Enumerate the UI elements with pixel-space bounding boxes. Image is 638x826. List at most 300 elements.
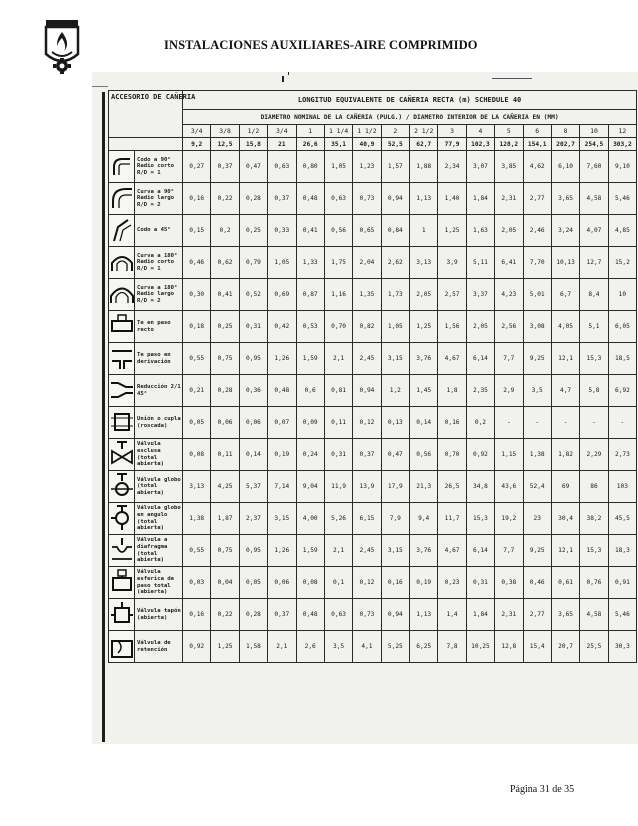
equivalent-length-cell: 6,05: [608, 311, 637, 343]
globe-valve-icon: [110, 494, 134, 501]
equivalent-length-cell: 1,84: [466, 599, 494, 631]
equivalent-length-cell: 19,2: [495, 503, 523, 535]
table-row: [109, 151, 637, 183]
table-row: [109, 631, 637, 663]
equivalent-length-cell: 2,35: [466, 375, 494, 407]
equivalent-length-cell: 2,57: [438, 279, 466, 311]
equivalent-length-cell: 0,30: [183, 279, 211, 311]
equivalent-length-cell: 0,37: [353, 439, 381, 471]
equivalent-length-cell: 0,19: [410, 567, 438, 599]
equivalent-length-cell: 0,07: [268, 407, 296, 439]
equivalent-length-cell: 0,13: [381, 407, 409, 439]
equivalent-length-cell: 103: [608, 471, 637, 503]
equivalent-length-cell: 2,9: [495, 375, 523, 407]
equivalent-length-cell: 0,73: [353, 599, 381, 631]
equivalent-length-cell: 0,84: [381, 215, 409, 247]
fitting-icon-cell: [109, 439, 135, 471]
nominal-size-header: 2: [381, 125, 409, 138]
equivalent-length-cell: 3,65: [551, 599, 579, 631]
fitting-icon-cell: [109, 471, 135, 503]
equivalent-length-cell: 1,13: [410, 183, 438, 215]
equivalent-length-cell: 3,24: [551, 215, 579, 247]
equivalent-length-cell: 18,5: [608, 343, 637, 375]
nominal-size-header: 3/4: [268, 125, 296, 138]
equivalent-length-table: [108, 90, 637, 663]
equivalent-length-cell: 1,8: [438, 375, 466, 407]
fitting-description: Curva a 180° Radio corto R/D = 1: [135, 247, 183, 279]
angle-globe-valve-icon: [110, 526, 134, 533]
fitting-description: Válvula a diafragma (total abierta): [135, 535, 183, 567]
equivalent-length-cell: 0,69: [268, 279, 296, 311]
page-number: Página 31 de 35: [510, 784, 575, 795]
equivalent-length-cell: 0,06: [268, 567, 296, 599]
equivalent-length-cell: 0,81: [324, 375, 352, 407]
equivalent-length-cell: 0,16: [438, 407, 466, 439]
equivalent-length-cell: 1,15: [495, 439, 523, 471]
equivalent-length-cell: 7,8: [438, 631, 466, 663]
inner-diameter-header: 35,1: [324, 138, 352, 151]
equivalent-length-cell: 0,46: [523, 567, 551, 599]
equivalent-length-cell: 0,33: [268, 215, 296, 247]
equivalent-length-cell: 4,25: [211, 471, 239, 503]
equivalent-length-cell: 0,37: [268, 599, 296, 631]
equivalent-length-cell: 0,91: [608, 567, 637, 599]
equivalent-length-cell: 6,14: [466, 343, 494, 375]
table-row: [109, 247, 637, 279]
fitting-icon-cell: [109, 247, 135, 279]
equivalent-length-cell: 9,25: [523, 343, 551, 375]
equivalent-length-cell: 2,04: [353, 247, 381, 279]
nominal-size-header: 5: [495, 125, 523, 138]
equivalent-length-cell: 1,75: [324, 247, 352, 279]
equivalent-length-cell: 0,63: [268, 151, 296, 183]
equivalent-length-cell: 0,31: [466, 567, 494, 599]
nominal-size-header: 1 1/4: [324, 125, 352, 138]
fitting-icon-cell: [109, 567, 135, 599]
inner-diameter-header: 12,5: [211, 138, 239, 151]
equivalent-length-cell: 2,31: [495, 599, 523, 631]
equivalent-length-cell: 21,3: [410, 471, 438, 503]
equivalent-length-cell: 2,77: [523, 183, 551, 215]
equivalent-length-cell: -: [495, 407, 523, 439]
equivalent-length-cell: 1,23: [353, 151, 381, 183]
equivalent-length-cell: 1,25: [211, 631, 239, 663]
table-title: LONGITUD EQUIVALENTE DE CAÑERIA RECTA (m) SCHEDULE 40: [183, 91, 637, 110]
equivalent-length-cell: 0,55: [183, 535, 211, 567]
equivalent-length-cell: 2,6: [296, 631, 324, 663]
equivalent-length-cell: 2,62: [381, 247, 409, 279]
equivalent-length-cell: 1,16: [324, 279, 352, 311]
long-elbow-90-icon: [110, 206, 134, 213]
equivalent-length-cell: 3,85: [495, 151, 523, 183]
equivalent-length-cell: 3,15: [268, 503, 296, 535]
equivalent-length-cell: 0,79: [239, 247, 267, 279]
equivalent-length-cell: 4,05: [551, 311, 579, 343]
equivalent-length-cell: 0,38: [495, 567, 523, 599]
equivalent-length-cell: 1,38: [523, 439, 551, 471]
fitting-description: Te en paso recto: [135, 311, 183, 343]
equivalent-length-cell: 1,73: [381, 279, 409, 311]
equivalent-length-cell: 1,63: [466, 215, 494, 247]
equivalent-length-cell: 45,5: [608, 503, 637, 535]
nominal-size-header: 1: [296, 125, 324, 138]
equivalent-length-cell: 0,47: [239, 151, 267, 183]
equivalent-length-cell: 0,22: [211, 183, 239, 215]
equivalent-length-cell: 9,10: [608, 151, 637, 183]
equivalent-length-cell: 15,4: [523, 631, 551, 663]
fitting-icon-cell: [109, 311, 135, 343]
table-row: [109, 343, 637, 375]
equivalent-length-cell: 6,41: [495, 247, 523, 279]
equivalent-length-cell: 0,80: [296, 151, 324, 183]
equivalent-length-cell: 4,85: [608, 215, 637, 247]
equivalent-length-cell: 0,2: [211, 215, 239, 247]
equivalent-length-cell: 26,5: [438, 471, 466, 503]
nominal-size-header: 3/8: [211, 125, 239, 138]
equivalent-length-cell: 11,9: [324, 471, 352, 503]
equivalent-length-cell: 4,00: [296, 503, 324, 535]
nominal-size-header: 2 1/2: [410, 125, 438, 138]
equivalent-length-cell: 0,21: [183, 375, 211, 407]
equivalent-length-cell: 20,7: [551, 631, 579, 663]
inner-diameter-header: 202,7: [551, 138, 579, 151]
equivalent-length-cell: 12,1: [551, 535, 579, 567]
equivalent-length-cell: 1,59: [296, 343, 324, 375]
institution-logo: [40, 18, 84, 74]
equivalent-length-cell: 3,08: [523, 311, 551, 343]
nominal-size-header: 12: [608, 125, 637, 138]
equivalent-length-cell: 1,82: [551, 439, 579, 471]
equivalent-length-cell: 4,67: [438, 535, 466, 567]
nominal-size-header: 1 1/2: [353, 125, 381, 138]
equivalent-length-cell: 2,1: [268, 631, 296, 663]
equivalent-length-cell: 1,87: [211, 503, 239, 535]
equivalent-length-cell: 0,6: [296, 375, 324, 407]
equivalent-length-cell: 0,36: [239, 375, 267, 407]
equivalent-length-cell: 2,31: [495, 183, 523, 215]
table-row: [109, 407, 637, 439]
equivalent-length-cell: 3,76: [410, 343, 438, 375]
equivalent-length-cell: 1,40: [438, 183, 466, 215]
elbow-90-icon: [110, 174, 134, 181]
table-row: [109, 279, 637, 311]
inner-diameter-header: 128,2: [495, 138, 523, 151]
nominal-size-header: 6: [523, 125, 551, 138]
equivalent-length-cell: 0,65: [353, 215, 381, 247]
equivalent-length-cell: 3,5: [523, 375, 551, 407]
equivalent-length-cell: 52,4: [523, 471, 551, 503]
equivalent-length-cell: 5,37: [239, 471, 267, 503]
equivalent-length-cell: 30,3: [608, 631, 637, 663]
fitting-icon-cell: [109, 343, 135, 375]
equivalent-length-cell: 1,25: [438, 215, 466, 247]
equivalent-length-cell: 0,23: [438, 567, 466, 599]
equivalent-length-cell: 0,11: [324, 407, 352, 439]
equivalent-length-cell: -: [608, 407, 637, 439]
diameter-row-blank: [109, 138, 183, 151]
equivalent-length-cell: 0,2: [466, 407, 494, 439]
equivalent-length-cell: 8,4: [580, 279, 608, 311]
equivalent-length-cell: 1,56: [438, 311, 466, 343]
equivalent-length-cell: 13,9: [353, 471, 381, 503]
equivalent-length-cell: 0,73: [353, 183, 381, 215]
equivalent-length-cell: 1,59: [296, 535, 324, 567]
fitting-description: Válvula de retención: [135, 631, 183, 663]
equivalent-length-cell: 0,95: [239, 343, 267, 375]
table-row: [109, 567, 637, 599]
equivalent-length-cell: 1,13: [410, 599, 438, 631]
equivalent-length-cell: 0,41: [296, 215, 324, 247]
equivalent-length-cell: 4,58: [580, 183, 608, 215]
equivalent-length-cell: 3,9: [438, 247, 466, 279]
fitting-icon-cell: [109, 215, 135, 247]
fitting-description: Válvula globo en angulo (total abierta): [135, 503, 183, 535]
equivalent-length-cell: 0,08: [296, 567, 324, 599]
equivalent-length-cell: 7,14: [268, 471, 296, 503]
equivalent-length-cell: 1,25: [410, 311, 438, 343]
equivalent-length-cell: 6,7: [551, 279, 579, 311]
elbow-45-icon: [110, 238, 134, 245]
table-row: [109, 503, 637, 535]
equivalent-length-cell: 4,07: [580, 215, 608, 247]
table-corner-label: ACCESORIO DE CAÑERIA: [109, 91, 183, 138]
equivalent-length-cell: 12,8: [495, 631, 523, 663]
equivalent-length-cell: 0,1: [324, 567, 352, 599]
equivalent-length-cell: 10,13: [551, 247, 579, 279]
equivalent-length-cell: 0,95: [239, 535, 267, 567]
equivalent-length-cell: 15,3: [580, 343, 608, 375]
equivalent-length-cell: 0,27: [183, 151, 211, 183]
equivalent-length-cell: 0,70: [324, 311, 352, 343]
equivalent-length-cell: 0,63: [324, 183, 352, 215]
equivalent-length-cell: 0,37: [211, 151, 239, 183]
inner-diameter-header: 52,5: [381, 138, 409, 151]
fitting-icon-cell: [109, 183, 135, 215]
bend-180-long-icon: [110, 302, 134, 309]
equivalent-length-cell: 86: [580, 471, 608, 503]
equivalent-length-cell: 0,16: [183, 599, 211, 631]
equivalent-length-cell: 0,15: [183, 215, 211, 247]
table-row: [109, 471, 637, 503]
equivalent-length-cell: 5,26: [324, 503, 352, 535]
equivalent-length-cell: 4,23: [495, 279, 523, 311]
equivalent-length-cell: 10,25: [466, 631, 494, 663]
fitting-icon-cell: [109, 503, 135, 535]
equivalent-length-cell: 0,48: [296, 183, 324, 215]
equivalent-length-cell: 0,61: [551, 567, 579, 599]
equivalent-length-cell: 25,5: [580, 631, 608, 663]
table-row: [109, 535, 637, 567]
equivalent-length-cell: 0,12: [353, 567, 381, 599]
equivalent-length-cell: 5,46: [608, 183, 637, 215]
equivalent-length-cell: 3,76: [410, 535, 438, 567]
equivalent-length-cell: 6,15: [353, 503, 381, 535]
equivalent-length-cell: 10: [608, 279, 637, 311]
equivalent-length-cell: 0,76: [580, 567, 608, 599]
equivalent-length-cell: 1,05: [381, 311, 409, 343]
fitting-description: Válvula tapón (abierta): [135, 599, 183, 631]
equivalent-length-cell: 0,48: [268, 375, 296, 407]
equivalent-length-cell: 5,46: [608, 599, 637, 631]
equivalent-length-cell: 0,92: [183, 631, 211, 663]
inner-diameter-header: 303,2: [608, 138, 637, 151]
equivalent-length-cell: 4,7: [551, 375, 579, 407]
equivalent-length-cell: 3,13: [183, 471, 211, 503]
equivalent-length-cell: 1,88: [410, 151, 438, 183]
equivalent-length-cell: 1,45: [410, 375, 438, 407]
inner-diameter-header: 40,9: [353, 138, 381, 151]
equivalent-length-cell: 0,52: [239, 279, 267, 311]
equivalent-length-cell: 0,11: [211, 439, 239, 471]
equivalent-length-cell: 2,77: [523, 599, 551, 631]
equivalent-length-cell: 0,92: [466, 439, 494, 471]
fitting-icon-cell: [109, 631, 135, 663]
equivalent-length-cell: 0,70: [438, 439, 466, 471]
equivalent-length-cell: 18,3: [608, 535, 637, 567]
equivalent-length-cell: 4,1: [353, 631, 381, 663]
nominal-size-header: 1/2: [239, 125, 267, 138]
equivalent-length-cell: 4,67: [438, 343, 466, 375]
equivalent-length-cell: 2,46: [523, 215, 551, 247]
equivalent-length-cell: 2,37: [239, 503, 267, 535]
table-row: [109, 599, 637, 631]
gate-valve-icon: [110, 462, 134, 469]
equivalent-length-cell: 1,58: [239, 631, 267, 663]
equivalent-length-cell: 1,38: [183, 503, 211, 535]
equivalent-length-cell: 2,56: [495, 311, 523, 343]
equivalent-length-cell: 7,7: [495, 343, 523, 375]
table-row: [109, 439, 637, 471]
equivalent-length-cell: 2,1: [324, 535, 352, 567]
equivalent-length-cell: 3,13: [410, 247, 438, 279]
nominal-size-header: 8: [551, 125, 579, 138]
equivalent-length-cell: 0,56: [324, 215, 352, 247]
equivalent-length-cell: 1,26: [268, 535, 296, 567]
equivalent-length-cell: 0,14: [410, 407, 438, 439]
inner-diameter-header: 77,9: [438, 138, 466, 151]
equivalent-length-cell: 7,60: [580, 151, 608, 183]
equivalent-length-cell: 3,15: [381, 343, 409, 375]
equivalent-length-cell: 30,4: [551, 503, 579, 535]
fitting-description: Válvula esclusa (total abierta): [135, 439, 183, 471]
equivalent-length-cell: 0,12: [353, 407, 381, 439]
inner-diameter-header: 26,6: [296, 138, 324, 151]
equivalent-length-cell: 0,14: [239, 439, 267, 471]
equivalent-length-cell: 0,06: [239, 407, 267, 439]
scanned-table-image: [92, 72, 638, 744]
fitting-icon-cell: [109, 599, 135, 631]
equivalent-length-cell: 1,05: [324, 151, 352, 183]
equivalent-length-cell: 0,48: [296, 599, 324, 631]
equivalent-length-cell: 38,2: [580, 503, 608, 535]
equivalent-length-cell: 43,6: [495, 471, 523, 503]
equivalent-length-cell: 0,46: [183, 247, 211, 279]
equivalent-length-cell: 7,70: [523, 247, 551, 279]
equivalent-length-cell: 0,53: [296, 311, 324, 343]
equivalent-length-cell: 0,56: [410, 439, 438, 471]
equivalent-length-cell: 15,2: [608, 247, 637, 279]
plug-valve-icon: [110, 622, 134, 629]
equivalent-length-cell: 0,09: [296, 407, 324, 439]
equivalent-length-cell: 3,65: [551, 183, 579, 215]
equivalent-length-cell: 0,28: [211, 375, 239, 407]
fitting-icon-cell: [109, 279, 135, 311]
equivalent-length-cell: 23: [523, 503, 551, 535]
equivalent-length-cell: 0,16: [381, 567, 409, 599]
equivalent-length-cell: 0,25: [211, 311, 239, 343]
equivalent-length-cell: 0,28: [239, 183, 267, 215]
equivalent-length-cell: 0,55: [183, 343, 211, 375]
equivalent-length-cell: 0,87: [296, 279, 324, 311]
nominal-size-header: 4: [466, 125, 494, 138]
fitting-icon-cell: [109, 407, 135, 439]
equivalent-length-cell: 1,26: [268, 343, 296, 375]
equivalent-length-cell: 3,5: [324, 631, 352, 663]
equivalent-length-cell: 1: [410, 215, 438, 247]
equivalent-length-cell: 1,84: [466, 183, 494, 215]
bend-180-short-icon: [110, 270, 134, 277]
fitting-icon-cell: [109, 151, 135, 183]
equivalent-length-cell: 0,63: [324, 599, 352, 631]
equivalent-length-cell: 3,07: [466, 151, 494, 183]
inner-diameter-header: 15,8: [239, 138, 267, 151]
equivalent-length-cell: 0,42: [268, 311, 296, 343]
equivalent-length-cell: 5,25: [381, 631, 409, 663]
equivalent-length-cell: 0,75: [211, 535, 239, 567]
equivalent-length-cell: 0,41: [211, 279, 239, 311]
equivalent-length-cell: 0,62: [211, 247, 239, 279]
equivalent-length-cell: 1,2: [381, 375, 409, 407]
equivalent-length-cell: 1,33: [296, 247, 324, 279]
equivalent-length-cell: 2,45: [353, 343, 381, 375]
equivalent-length-cell: 0,16: [183, 183, 211, 215]
equivalent-length-cell: 0,05: [239, 567, 267, 599]
equivalent-length-cell: -: [580, 407, 608, 439]
equivalent-length-cell: 0,82: [353, 311, 381, 343]
equivalent-length-cell: 0,31: [239, 311, 267, 343]
equivalent-length-cell: 0,05: [183, 407, 211, 439]
reducer-icon: [110, 398, 134, 405]
equivalent-length-cell: 0,04: [211, 567, 239, 599]
equivalent-length-cell: 5,11: [466, 247, 494, 279]
table-subtitle: DIAMETRO NOMINAL DE LA CAÑERIA (PULG.) / DIAMETRO INTERIOR DE LA CAÑERIA EN (MM): [183, 110, 637, 125]
fitting-description: Válvula globo (total abierta): [135, 471, 183, 503]
equivalent-length-cell: 34,8: [466, 471, 494, 503]
inner-diameter-header: 62,7: [410, 138, 438, 151]
nominal-size-header: 10: [580, 125, 608, 138]
equivalent-length-cell: 9,4: [410, 503, 438, 535]
equivalent-length-cell: 1,05: [268, 247, 296, 279]
equivalent-length-cell: 0,94: [353, 375, 381, 407]
tee-branch-icon: [110, 366, 134, 373]
fitting-icon-cell: [109, 535, 135, 567]
equivalent-length-cell: 0,18: [183, 311, 211, 343]
diaphragm-valve-icon: [110, 558, 134, 565]
equivalent-length-cell: 12,7: [580, 247, 608, 279]
equivalent-length-cell: 9,25: [523, 535, 551, 567]
document-header-title: INSTALACIONES AUXILIARES-AIRE COMPRIMIDO: [164, 38, 478, 52]
inner-diameter-header: 154,1: [523, 138, 551, 151]
fitting-description: Codo a 90° Radio corto R/D = 1: [135, 151, 183, 183]
fitting-description: Te paso en derivación: [135, 343, 183, 375]
equivalent-length-cell: -: [551, 407, 579, 439]
inner-diameter-header: 9,2: [183, 138, 211, 151]
equivalent-length-cell: 5,8: [580, 375, 608, 407]
equivalent-length-cell: 69: [551, 471, 579, 503]
equivalent-length-cell: 2,05: [410, 279, 438, 311]
equivalent-length-cell: -: [523, 407, 551, 439]
equivalent-length-cell: 5,1: [580, 311, 608, 343]
